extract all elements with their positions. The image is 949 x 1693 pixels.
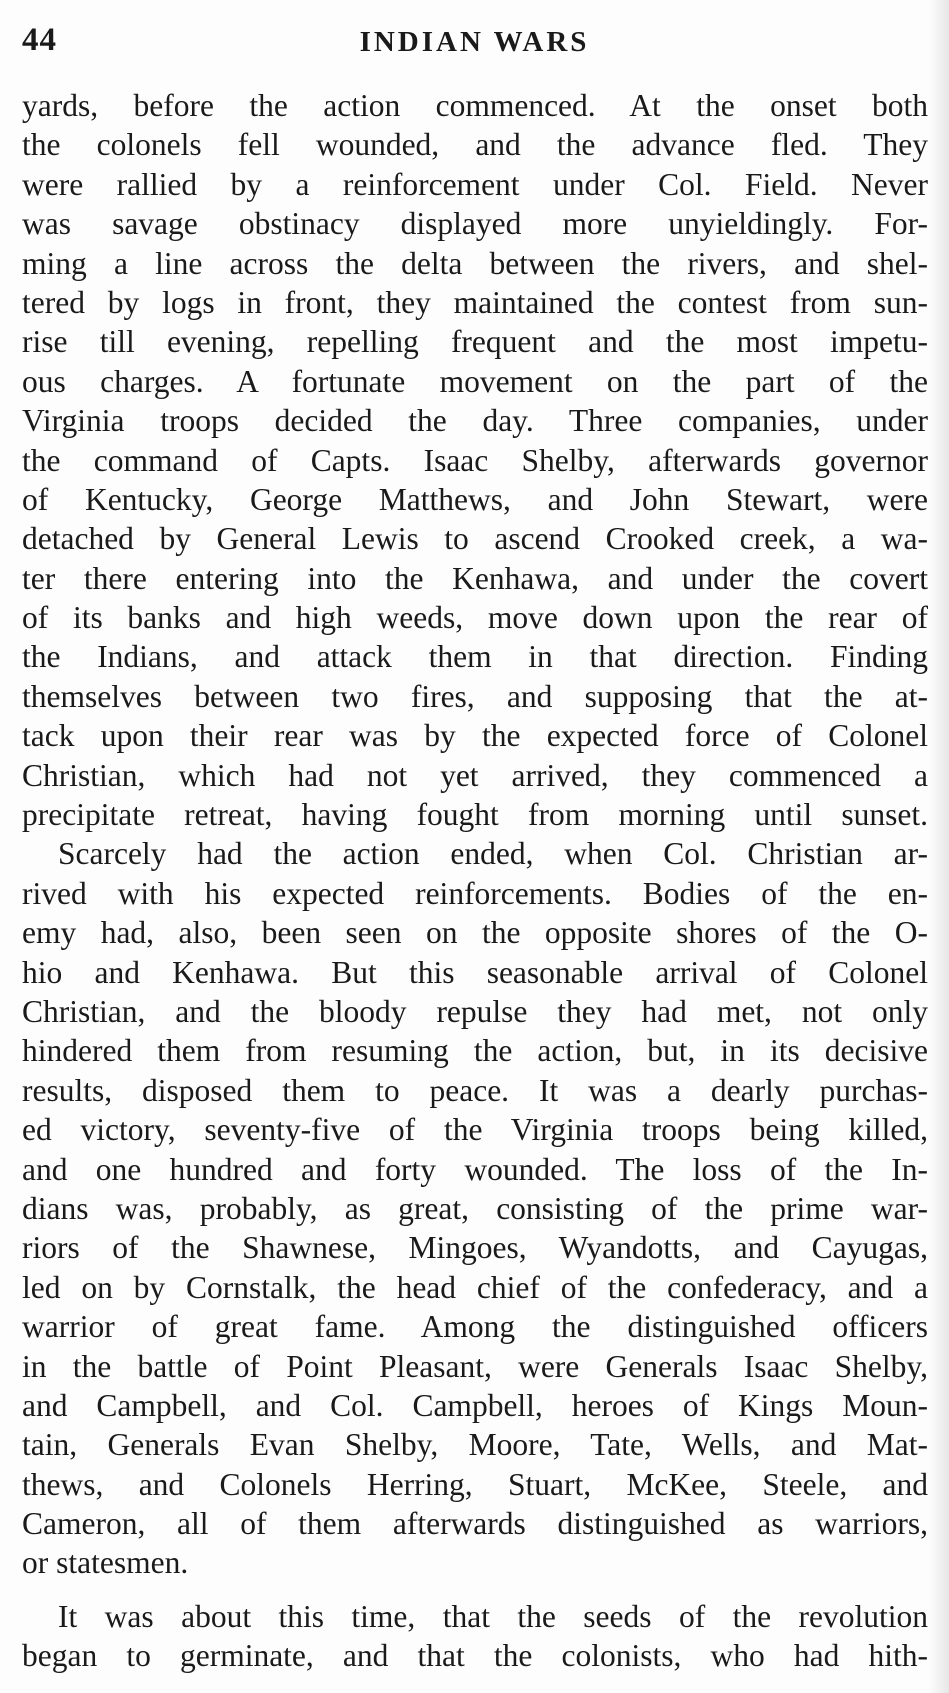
text-line: the command of Capts. Isaac Shelby, afterwards governor <box>22 442 928 478</box>
text-line: ter there entering into the Kenhawa, and under the covert <box>22 560 928 596</box>
text-line: precipitate retreat, having fought from morning until sunset. <box>22 797 928 833</box>
text-line: of its banks and high weeds, move down upon the rear of <box>22 600 928 636</box>
text-line: the colonels fell wounded, and the advance fled. They <box>22 127 928 163</box>
page-edge-shadow <box>929 0 949 1693</box>
text-line: themselves between two fires, and supposing that the at- <box>22 678 928 714</box>
text-line: ming a line across the delta between the rivers, and shel- <box>22 245 928 281</box>
paragraph-1 <box>22 86 928 834</box>
text-line: rived with his expected reinforcements. Bodies of the en- <box>22 875 928 911</box>
text-line: Christian, and the bloody repulse they had met, not only <box>22 993 928 1029</box>
paragraph-spacer <box>22 1583 928 1597</box>
text-line: began to germinate, and that the colonists, who had hith- <box>22 1638 928 1674</box>
text-line: and Campbell, and Col. Campbell, heroes of Kings Moun- <box>22 1387 928 1423</box>
text-line: ed victory, seventy-five of the Virginia troops being killed, <box>22 1112 928 1148</box>
text-line: Christian, which had not yet arrived, they commenced a <box>22 757 928 793</box>
text-line: ous charges. A fortunate movement on the part of the <box>22 363 928 399</box>
text-line: the Indians, and attack them in that direction. Finding <box>22 639 928 675</box>
text-line: results, disposed them to peace. It was a dearly purchas- <box>22 1072 928 1108</box>
text-line: warrior of great fame. Among the distinguished officers <box>22 1309 928 1345</box>
text-line: emy had, also, been seen on the opposite shores of the O- <box>22 915 928 951</box>
text-line: were rallied by a reinforcement under Col. Field. Never <box>22 166 928 202</box>
text-line: of Kentucky, George Matthews, and John Stewart, were <box>22 481 928 517</box>
page-header <box>22 22 927 66</box>
text-line: and one hundred and forty wounded. The loss of the In- <box>22 1151 928 1187</box>
body-text <box>22 86 928 1676</box>
text-line: dians was, probably, as great, consisting of the prime war- <box>22 1190 928 1226</box>
text-line: led on by Cornstalk, the head chief of the confederacy, and a <box>22 1269 928 1305</box>
text-line: tered by logs in front, they maintained the contest from sun- <box>22 284 928 320</box>
text-line: yards, before the action commenced. At the onset both <box>22 88 928 123</box>
text-line: tack upon their rear was by the expected force of Colonel <box>22 718 928 754</box>
running-title: INDIAN WARS <box>359 26 590 58</box>
page-number: 44 <box>22 22 57 58</box>
text-line: Scarcely had the action ended, when Col. Christian ar- <box>58 836 928 872</box>
paragraph-2 <box>22 834 928 1582</box>
text-line: thews, and Colonels Herring, Stuart, McKee, Steele, and <box>22 1466 928 1502</box>
text-line: tain, Generals Evan Shelby, Moore, Tate, Wells, and Mat- <box>22 1427 928 1463</box>
text-line: Virginia troops decided the day. Three companies, under <box>22 403 928 439</box>
text-line: rise till evening, repelling frequent and the most impetu- <box>22 324 928 360</box>
text-line: hio and Kenhawa. But this seasonable arrival of Colonel <box>22 954 928 990</box>
paragraph-3 <box>22 1597 928 1676</box>
text-line: It was about this time, that the seeds of the revolution <box>58 1598 928 1634</box>
text-line: detached by General Lewis to ascend Crooked creek, a wa- <box>22 521 928 557</box>
text-line: hindered them from resuming the action, but, in its decisive <box>22 1033 928 1069</box>
text-line: riors of the Shawnese, Mingoes, Wyandotts, and Cayugas, <box>22 1230 928 1266</box>
text-line: in the battle of Point Pleasant, were Generals Isaac Shelby, <box>22 1348 928 1384</box>
text-line: Cameron, all of them afterwards distinguished as warriors, <box>22 1506 928 1542</box>
text-line: or statesmen. <box>22 1545 189 1581</box>
text-line: was savage obstinacy displayed more unyieldingly. For- <box>22 206 928 242</box>
